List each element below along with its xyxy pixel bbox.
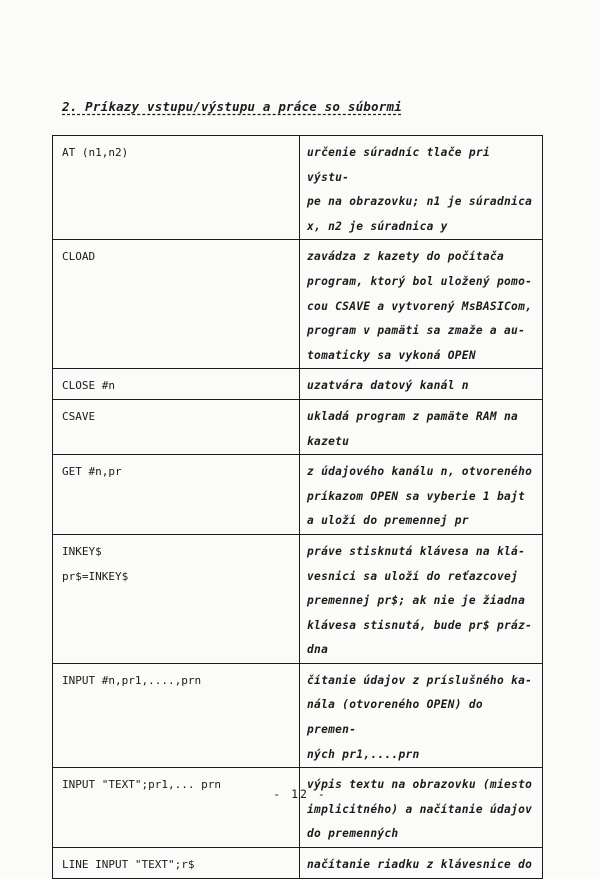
description-cell: ukladá program z pamäte RAM na kazetu [300,399,543,454]
command-cell: GET #n,pr [53,455,300,535]
description-cell: načítanie riadku z klávesnice do [300,848,543,879]
table-row [53,136,543,240]
table-row [53,455,543,535]
command-cell: INPUT "TEXT";pr1,... prn [53,768,300,848]
table-row [53,534,543,663]
command-cell: CLOAD [53,240,300,369]
command-cell: CSAVE [53,399,300,454]
table-row [53,399,543,454]
description-cell: uzatvára datový kanál n [300,369,543,400]
command-cell: LINE INPUT "TEXT";r$ [53,848,300,879]
section-heading: 2. Príkazy vstupu/výstupu a práce so súbormi [62,99,402,114]
description-cell: zavádza z kazety do počítača program, ktorý bol uložený pomo- cou CSAVE a vytvorený MsBASICom, program v pamäti sa zmaže a au- tomaticky sa vykoná OPEN [300,240,543,369]
command-cell: INKEY$ pr$=INKEY$ [53,534,300,663]
command-cell: CLOSE #n [53,369,300,400]
command-cell: INPUT #n,pr1,....,prn [53,663,300,767]
table-row [53,240,543,369]
description-cell: práve stisknutá klávesa na klá- vesnici sa uloží do reťazcovej premennej pr$; ak nie je žiadna klávesa stisnutá, bude pr$ práz- dna [300,534,543,663]
page-number: - 12 - [273,787,327,801]
description-cell: výpis textu na obrazovku (miesto implicitného) a načítanie údajov do premenných [300,768,543,848]
description-cell: z údajového kanálu n, otvoreného príkazom OPEN sa vyberie 1 bajt a uloží do premennej pr [300,455,543,535]
table-row [53,768,543,848]
command-cell: AT (n1,n2) [53,136,300,240]
description-cell: čítanie údajov z príslušného ka- nála (otvoreného OPEN) do premen- ných pr1,....prn [300,663,543,767]
table-row [53,369,543,400]
table-row [53,848,543,879]
description-cell: určenie súradníc tlače pri výstu- pe na obrazovku; n1 je súradnica x, n2 je súradnica y [300,136,543,240]
table-row [53,663,543,767]
command-table [52,135,543,879]
